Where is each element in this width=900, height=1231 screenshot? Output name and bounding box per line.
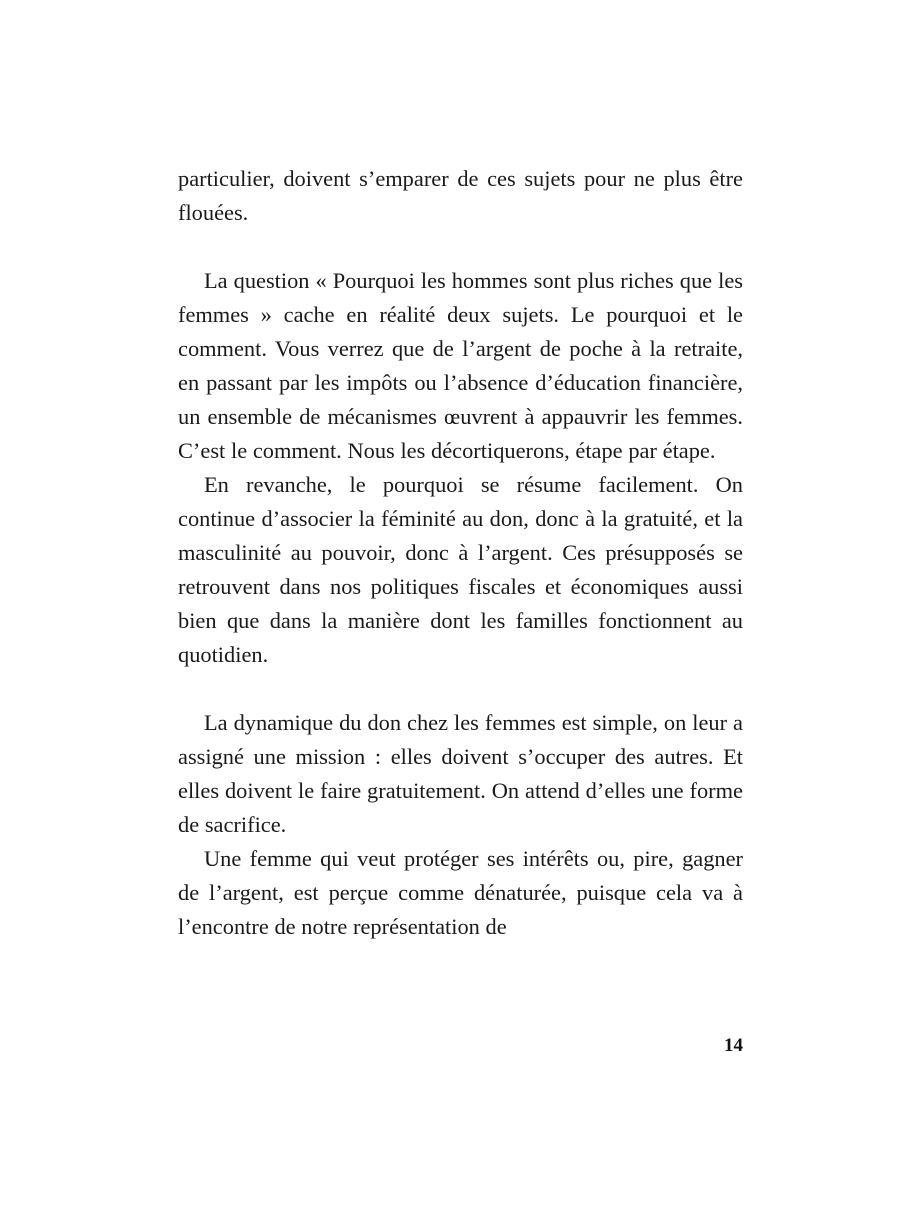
paragraph: Une femme qui veut protéger ses intérêts ou, pire, gagner de l’argent, est perçue comme dénaturée, puisque cela va à l’encontre de notre représentation de: [178, 846, 743, 939]
page-number: 14: [724, 1035, 743, 1056]
paragraph: En revanche, le pourquoi se résume facilement. On continue d’associer la féminité au don, donc à la gratuité, et la masculinité au pouvoir, donc à l’argent. Ces présupposés se retrouvent dans nos politiques fiscales et économiques aussi bien que dans la manière dont les familles fonctionnent au quotidien.: [178, 472, 743, 667]
page-body-text: [178, 162, 743, 944]
paragraph: particulier, doivent s’emparer de ces sujets pour ne plus être flouées.: [178, 166, 743, 225]
paragraph: La dynamique du don chez les femmes est simple, on leur a assigné une mission : elles doivent s’occuper des autres. Et elles doivent le faire gratuitement. On attend d’elles une forme de sacrifice.: [178, 710, 743, 837]
paragraph-group: [178, 264, 743, 672]
paragraph-group: [178, 162, 743, 230]
paragraph-group: [178, 706, 743, 944]
paragraph: La question « Pourquoi les hommes sont plus riches que les femmes » cache en réalité deux sujets. Le pourquoi et le comment. Vous verrez que de l’argent de poche à la retraite, en passant par les impôts ou l’absence d’éducation financière, un ensemble de mécanismes œuvrent à appauvrir les femmes. C’est le comment. Nous les décortiquerons, étape par étape.: [178, 268, 743, 463]
